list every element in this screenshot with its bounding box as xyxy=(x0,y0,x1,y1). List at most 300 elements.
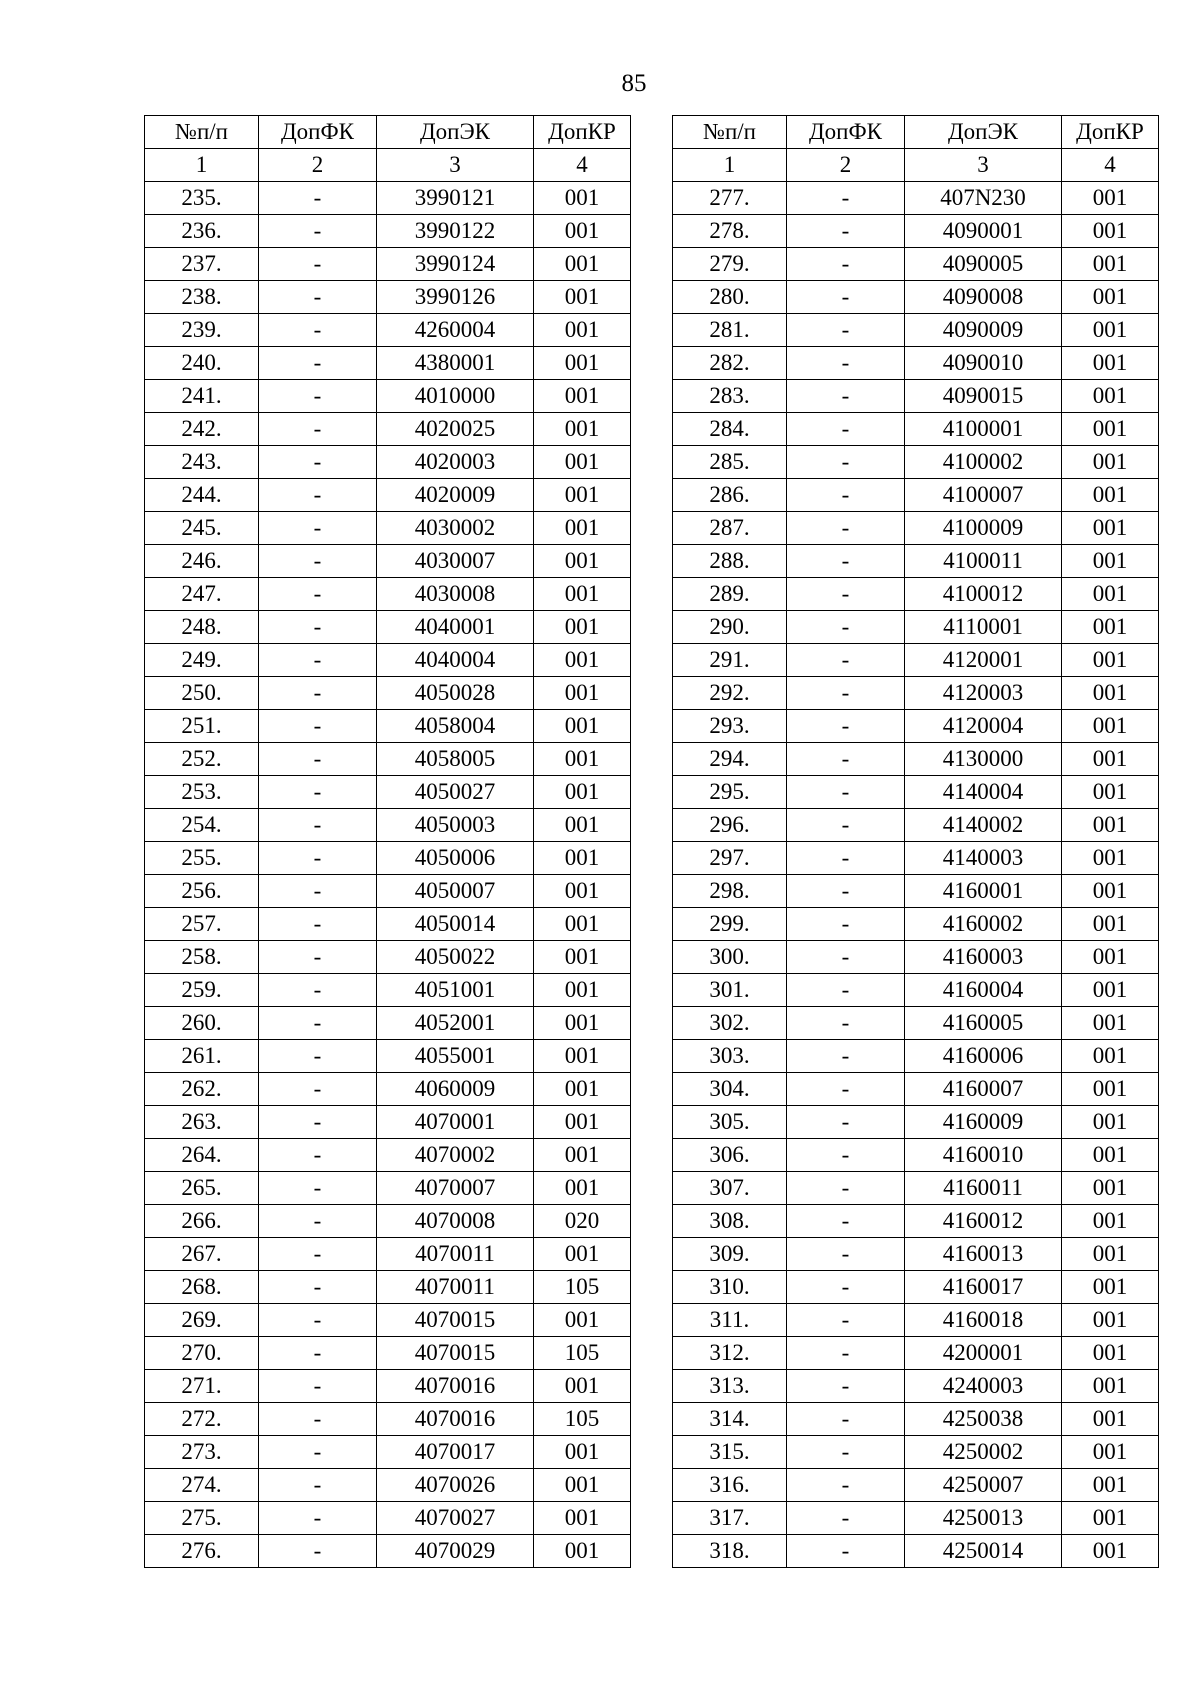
dopek-cell: 4050028 xyxy=(377,677,534,710)
dopfk-cell: - xyxy=(259,1238,377,1271)
dopfk-cell: - xyxy=(787,413,905,446)
row-number: 274. xyxy=(145,1469,259,1502)
dopkr-cell: 001 xyxy=(534,743,631,776)
table-row xyxy=(145,842,631,875)
dopkr-cell: 001 xyxy=(1062,842,1159,875)
dopfk-cell: - xyxy=(259,380,377,413)
table-row xyxy=(673,512,1159,545)
table-row xyxy=(673,380,1159,413)
row-number: 275. xyxy=(145,1502,259,1535)
dopek-cell: 4160012 xyxy=(905,1205,1062,1238)
dopkr-cell: 001 xyxy=(1062,1337,1159,1370)
dopkr-cell: 001 xyxy=(534,578,631,611)
row-number: 310. xyxy=(673,1271,787,1304)
dopek-cell: 4250002 xyxy=(905,1436,1062,1469)
dopek-cell: 4160005 xyxy=(905,1007,1062,1040)
dopkr-cell: 001 xyxy=(534,875,631,908)
dopkr-cell: 001 xyxy=(1062,1370,1159,1403)
table-row xyxy=(673,1403,1159,1436)
dopek-cell: 4058004 xyxy=(377,710,534,743)
dopek-cell: 4160011 xyxy=(905,1172,1062,1205)
dopkr-cell: 001 xyxy=(1062,512,1159,545)
row-number: 284. xyxy=(673,413,787,446)
dopek-cell: 4090015 xyxy=(905,380,1062,413)
row-number: 236. xyxy=(145,215,259,248)
row-number: 304. xyxy=(673,1073,787,1106)
table-row xyxy=(673,875,1159,908)
row-number: 258. xyxy=(145,941,259,974)
table-row xyxy=(145,1238,631,1271)
row-number: 307. xyxy=(673,1172,787,1205)
dopek-cell: 3990122 xyxy=(377,215,534,248)
dopek-cell: 3990126 xyxy=(377,281,534,314)
table-row xyxy=(145,248,631,281)
table-row xyxy=(673,281,1159,314)
row-number: 254. xyxy=(145,809,259,842)
row-number: 243. xyxy=(145,446,259,479)
table-row xyxy=(673,743,1159,776)
dopfk-cell: - xyxy=(259,1271,377,1304)
row-number: 261. xyxy=(145,1040,259,1073)
row-number: 257. xyxy=(145,908,259,941)
dopkr-cell: 001 xyxy=(534,248,631,281)
table-row xyxy=(145,479,631,512)
table-row xyxy=(145,347,631,380)
dopkr-cell: 001 xyxy=(1062,1007,1159,1040)
dopfk-cell: - xyxy=(787,512,905,545)
dopfk-cell: - xyxy=(259,809,377,842)
row-number: 252. xyxy=(145,743,259,776)
row-number: 278. xyxy=(673,215,787,248)
dopek-cell: 4070001 xyxy=(377,1106,534,1139)
table-row xyxy=(145,710,631,743)
dopkr-cell: 105 xyxy=(534,1403,631,1436)
dopek-cell: 4070026 xyxy=(377,1469,534,1502)
table-row xyxy=(145,215,631,248)
table-row xyxy=(145,380,631,413)
table-row xyxy=(145,941,631,974)
row-number: 247. xyxy=(145,578,259,611)
row-number: 244. xyxy=(145,479,259,512)
table-row xyxy=(673,1436,1159,1469)
row-number: 250. xyxy=(145,677,259,710)
dopek-cell: 4160003 xyxy=(905,941,1062,974)
dopfk-cell: - xyxy=(787,1502,905,1535)
dopfk-cell: - xyxy=(259,776,377,809)
dopfk-cell: - xyxy=(259,1304,377,1337)
row-number: 276. xyxy=(145,1535,259,1568)
dopkr-cell: 001 xyxy=(534,1073,631,1106)
dopkr-cell: 001 xyxy=(1062,941,1159,974)
table-row xyxy=(673,1205,1159,1238)
dopkr-cell: 001 xyxy=(534,479,631,512)
dopkr-cell: 001 xyxy=(1062,1403,1159,1436)
dopkr-cell: 001 xyxy=(1062,545,1159,578)
dopkr-cell: 001 xyxy=(534,1502,631,1535)
dopfk-cell: - xyxy=(787,182,905,215)
table-row xyxy=(145,182,631,215)
table-row xyxy=(673,974,1159,1007)
dopkr-cell: 001 xyxy=(1062,182,1159,215)
row-number: 313. xyxy=(673,1370,787,1403)
table-row xyxy=(145,1469,631,1502)
row-number: 282. xyxy=(673,347,787,380)
dopek-cell: 4120004 xyxy=(905,710,1062,743)
table-row xyxy=(145,512,631,545)
dopfk-cell: - xyxy=(259,182,377,215)
dopkr-cell: 001 xyxy=(1062,281,1159,314)
row-number: 302. xyxy=(673,1007,787,1040)
dopkr-cell: 001 xyxy=(534,941,631,974)
dopek-cell: 4200001 xyxy=(905,1337,1062,1370)
dopkr-cell: 001 xyxy=(1062,347,1159,380)
row-number: 289. xyxy=(673,578,787,611)
dopfk-cell: - xyxy=(787,974,905,1007)
dopfk-cell: - xyxy=(787,578,905,611)
dopek-cell: 4050003 xyxy=(377,809,534,842)
table-row xyxy=(673,710,1159,743)
row-number: 235. xyxy=(145,182,259,215)
dopkr-cell: 001 xyxy=(1062,875,1159,908)
dopek-cell: 4250007 xyxy=(905,1469,1062,1502)
dopkr-cell: 001 xyxy=(534,182,631,215)
table-right xyxy=(672,115,1159,1568)
table-row xyxy=(145,1370,631,1403)
dopek-cell: 4020025 xyxy=(377,413,534,446)
dopek-cell: 407N230 xyxy=(905,182,1062,215)
dopkr-cell: 001 xyxy=(1062,974,1159,1007)
table-row xyxy=(145,1007,631,1040)
dopfk-cell: - xyxy=(259,1370,377,1403)
dopkr-cell: 001 xyxy=(1062,1073,1159,1106)
row-number: 305. xyxy=(673,1106,787,1139)
dopkr-cell: 001 xyxy=(534,1469,631,1502)
table-row xyxy=(145,1106,631,1139)
table-row xyxy=(145,1271,631,1304)
table-row xyxy=(673,1469,1159,1502)
dopkr-cell: 001 xyxy=(1062,611,1159,644)
table-row xyxy=(673,908,1159,941)
dopfk-cell: - xyxy=(787,1403,905,1436)
dopfk-cell: - xyxy=(787,743,905,776)
table-row xyxy=(145,1535,631,1568)
dopkr-cell: 001 xyxy=(1062,1205,1159,1238)
dopfk-cell: - xyxy=(787,1007,905,1040)
row-number: 299. xyxy=(673,908,787,941)
dopfk-cell: - xyxy=(787,1172,905,1205)
dopek-cell: 4100009 xyxy=(905,512,1062,545)
dopfk-cell: - xyxy=(259,578,377,611)
row-number: 249. xyxy=(145,644,259,677)
table-row xyxy=(673,611,1159,644)
dopkr-cell: 105 xyxy=(534,1337,631,1370)
dopek-cell: 4140003 xyxy=(905,842,1062,875)
dopfk-cell: - xyxy=(787,380,905,413)
table-row xyxy=(673,413,1159,446)
table-row xyxy=(145,1139,631,1172)
dopek-cell: 4030008 xyxy=(377,578,534,611)
row-number: 281. xyxy=(673,314,787,347)
dopek-cell: 4160004 xyxy=(905,974,1062,1007)
table-row xyxy=(673,314,1159,347)
dopkr-cell: 001 xyxy=(1062,1139,1159,1172)
table-row xyxy=(673,347,1159,380)
dopkr-cell: 001 xyxy=(534,611,631,644)
row-number: 300. xyxy=(673,941,787,974)
dopfk-cell: - xyxy=(787,677,905,710)
dopfk-cell: - xyxy=(787,1304,905,1337)
column-header-number: №п/п xyxy=(673,116,787,149)
dopek-cell: 4260004 xyxy=(377,314,534,347)
dopek-cell: 4070029 xyxy=(377,1535,534,1568)
dopfk-cell: - xyxy=(259,842,377,875)
column-index: 4 xyxy=(1062,149,1159,182)
table-row xyxy=(673,1139,1159,1172)
dopek-cell: 4070011 xyxy=(377,1238,534,1271)
table-row xyxy=(145,1502,631,1535)
dopfk-cell: - xyxy=(259,677,377,710)
dopek-cell: 4250014 xyxy=(905,1535,1062,1568)
dopfk-cell: - xyxy=(787,776,905,809)
dopkr-cell: 001 xyxy=(1062,413,1159,446)
dopkr-cell: 001 xyxy=(1062,446,1159,479)
table-row xyxy=(145,776,631,809)
row-number: 245. xyxy=(145,512,259,545)
dopfk-cell: - xyxy=(787,1436,905,1469)
table-row xyxy=(145,875,631,908)
row-number: 239. xyxy=(145,314,259,347)
dopfk-cell: - xyxy=(787,1337,905,1370)
column-index: 4 xyxy=(534,149,631,182)
dopkr-cell: 001 xyxy=(1062,1502,1159,1535)
row-number: 291. xyxy=(673,644,787,677)
table-row xyxy=(145,611,631,644)
dopkr-cell: 001 xyxy=(534,281,631,314)
dopek-cell: 4020003 xyxy=(377,446,534,479)
dopfk-cell: - xyxy=(787,1469,905,1502)
dopek-cell: 4058005 xyxy=(377,743,534,776)
dopfk-cell: - xyxy=(787,347,905,380)
dopek-cell: 4250038 xyxy=(905,1403,1062,1436)
dopfk-cell: - xyxy=(259,1172,377,1205)
dopfk-cell: - xyxy=(259,974,377,1007)
row-number: 272. xyxy=(145,1403,259,1436)
dopek-cell: 4160001 xyxy=(905,875,1062,908)
dopkr-cell: 001 xyxy=(534,314,631,347)
dopfk-cell: - xyxy=(787,1139,905,1172)
table-row xyxy=(145,677,631,710)
row-number: 296. xyxy=(673,809,787,842)
table-row xyxy=(145,1073,631,1106)
row-number: 246. xyxy=(145,545,259,578)
dopek-cell: 4110001 xyxy=(905,611,1062,644)
table-row xyxy=(145,1205,631,1238)
dopek-cell: 4070017 xyxy=(377,1436,534,1469)
column-index: 2 xyxy=(259,149,377,182)
table-row xyxy=(673,1040,1159,1073)
dopfk-cell: - xyxy=(787,875,905,908)
dopkr-cell: 001 xyxy=(534,908,631,941)
row-number: 238. xyxy=(145,281,259,314)
dopek-cell: 4160007 xyxy=(905,1073,1062,1106)
dopek-cell: 4050014 xyxy=(377,908,534,941)
table-row xyxy=(673,1370,1159,1403)
table-row xyxy=(145,908,631,941)
dopek-cell: 4060009 xyxy=(377,1073,534,1106)
dopkr-cell: 001 xyxy=(534,776,631,809)
table-row xyxy=(145,644,631,677)
table-row xyxy=(673,578,1159,611)
dopfk-cell: - xyxy=(259,248,377,281)
dopek-cell: 4052001 xyxy=(377,1007,534,1040)
column-index-row xyxy=(145,149,631,182)
dopek-cell: 4040001 xyxy=(377,611,534,644)
table-row xyxy=(673,248,1159,281)
dopek-cell: 4140002 xyxy=(905,809,1062,842)
table-row xyxy=(673,842,1159,875)
row-number: 241. xyxy=(145,380,259,413)
dopfk-cell: - xyxy=(259,710,377,743)
row-number: 264. xyxy=(145,1139,259,1172)
row-number: 237. xyxy=(145,248,259,281)
table-row xyxy=(145,281,631,314)
table-row xyxy=(673,479,1159,512)
dopkr-cell: 001 xyxy=(534,842,631,875)
dopkr-cell: 001 xyxy=(534,215,631,248)
dopfk-cell: - xyxy=(259,1106,377,1139)
dopkr-cell: 001 xyxy=(1062,479,1159,512)
dopek-cell: 4055001 xyxy=(377,1040,534,1073)
dopek-cell: 4100007 xyxy=(905,479,1062,512)
dopkr-cell: 001 xyxy=(534,1304,631,1337)
dopkr-cell: 001 xyxy=(534,1040,631,1073)
dopek-cell: 4160013 xyxy=(905,1238,1062,1271)
dopfk-cell: - xyxy=(787,1271,905,1304)
row-number: 308. xyxy=(673,1205,787,1238)
dopkr-cell: 001 xyxy=(534,1106,631,1139)
dopfk-cell: - xyxy=(787,446,905,479)
row-number: 309. xyxy=(673,1238,787,1271)
dopek-cell: 4160002 xyxy=(905,908,1062,941)
table-row xyxy=(145,413,631,446)
column-header-dopfk: ДопФК xyxy=(787,116,905,149)
row-number: 283. xyxy=(673,380,787,413)
dopek-cell: 4030002 xyxy=(377,512,534,545)
dopek-cell: 3990121 xyxy=(377,182,534,215)
column-index: 3 xyxy=(377,149,534,182)
dopek-cell: 4160006 xyxy=(905,1040,1062,1073)
dopek-cell: 4050006 xyxy=(377,842,534,875)
dopfk-cell: - xyxy=(787,215,905,248)
row-number: 301. xyxy=(673,974,787,1007)
dopek-cell: 4070015 xyxy=(377,1304,534,1337)
table-row xyxy=(145,578,631,611)
dopek-cell: 4020009 xyxy=(377,479,534,512)
dopkr-cell: 001 xyxy=(1062,1040,1159,1073)
dopkr-cell: 001 xyxy=(1062,1238,1159,1271)
table-row xyxy=(145,1436,631,1469)
dopfk-cell: - xyxy=(787,281,905,314)
dopfk-cell: - xyxy=(259,875,377,908)
dopek-cell: 4160017 xyxy=(905,1271,1062,1304)
row-number: 263. xyxy=(145,1106,259,1139)
row-number: 298. xyxy=(673,875,787,908)
table-row xyxy=(145,809,631,842)
dopkr-cell: 001 xyxy=(534,512,631,545)
dopfk-cell: - xyxy=(259,611,377,644)
row-number: 316. xyxy=(673,1469,787,1502)
dopfk-cell: - xyxy=(787,479,905,512)
dopkr-cell: 001 xyxy=(1062,578,1159,611)
dopfk-cell: - xyxy=(787,941,905,974)
table-row xyxy=(673,1271,1159,1304)
dopek-cell: 4090009 xyxy=(905,314,1062,347)
dopkr-cell: 001 xyxy=(534,380,631,413)
dopkr-cell: 001 xyxy=(1062,1172,1159,1205)
dopfk-cell: - xyxy=(787,611,905,644)
dopek-cell: 4050022 xyxy=(377,941,534,974)
table-row xyxy=(145,446,631,479)
column-header-dopfk: ДопФК xyxy=(259,116,377,149)
row-number: 248. xyxy=(145,611,259,644)
row-number: 294. xyxy=(673,743,787,776)
dopkr-cell: 001 xyxy=(534,644,631,677)
row-number: 268. xyxy=(145,1271,259,1304)
row-number: 287. xyxy=(673,512,787,545)
table-row xyxy=(673,776,1159,809)
table-row xyxy=(145,1304,631,1337)
dopkr-cell: 001 xyxy=(1062,809,1159,842)
dopfk-cell: - xyxy=(787,1205,905,1238)
dopek-cell: 4070015 xyxy=(377,1337,534,1370)
dopfk-cell: - xyxy=(787,1040,905,1073)
dopkr-cell: 001 xyxy=(1062,908,1159,941)
row-number: 242. xyxy=(145,413,259,446)
row-number: 277. xyxy=(673,182,787,215)
dopfk-cell: - xyxy=(787,842,905,875)
row-number: 297. xyxy=(673,842,787,875)
dopkr-cell: 001 xyxy=(534,413,631,446)
dopek-cell: 4040004 xyxy=(377,644,534,677)
dopek-cell: 4160018 xyxy=(905,1304,1062,1337)
dopfk-cell: - xyxy=(259,1139,377,1172)
dopfk-cell: - xyxy=(259,347,377,380)
table-row xyxy=(673,1238,1159,1271)
header-row xyxy=(145,116,631,149)
dopek-cell: 4070008 xyxy=(377,1205,534,1238)
row-number: 279. xyxy=(673,248,787,281)
dopfk-cell: - xyxy=(787,1238,905,1271)
dopfk-cell: - xyxy=(259,446,377,479)
dopkr-cell: 105 xyxy=(534,1271,631,1304)
row-number: 286. xyxy=(673,479,787,512)
dopkr-cell: 001 xyxy=(1062,1106,1159,1139)
row-number: 290. xyxy=(673,611,787,644)
dopfk-cell: - xyxy=(259,1007,377,1040)
dopfk-cell: - xyxy=(259,1040,377,1073)
table-row xyxy=(673,215,1159,248)
dopfk-cell: - xyxy=(259,479,377,512)
row-number: 253. xyxy=(145,776,259,809)
dopek-cell: 4120003 xyxy=(905,677,1062,710)
row-number: 315. xyxy=(673,1436,787,1469)
row-number: 306. xyxy=(673,1139,787,1172)
dopfk-cell: - xyxy=(787,710,905,743)
row-number: 295. xyxy=(673,776,787,809)
dopkr-cell: 001 xyxy=(1062,1271,1159,1304)
table-row xyxy=(145,743,631,776)
column-header-dopek: ДопЭК xyxy=(377,116,534,149)
